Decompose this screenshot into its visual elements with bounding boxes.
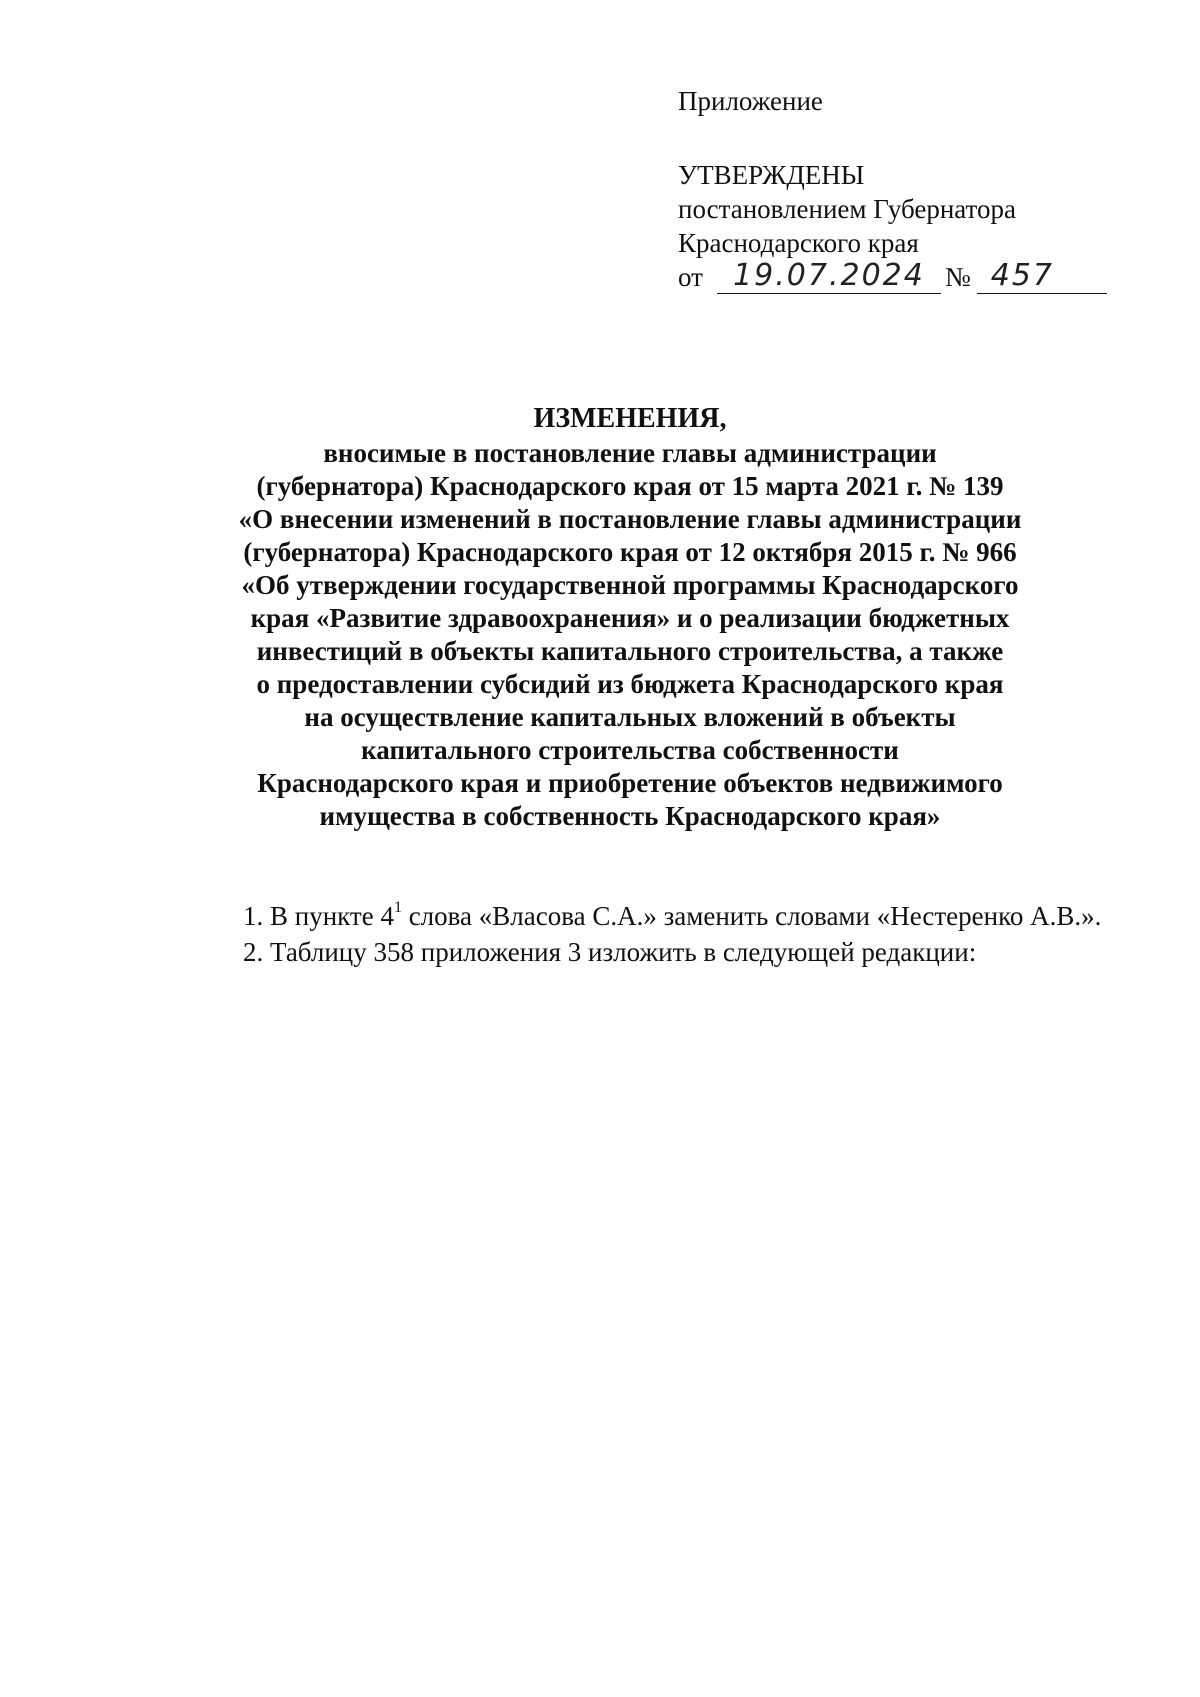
title-line: Краснодарского края и приобретение объектов недвижимого [257,768,1003,798]
amendment-item-2: 2. Таблицу 358 приложения 3 изложить в следующей редакции: [243,937,977,967]
title-line: края «Развитие здравоохранения» и о реализации бюджетных [250,603,1010,633]
handwritten-number: 457 [977,261,1107,294]
title-line: (губернатора) Краснодарского края от 15 марта 2021 г. № 139 [256,471,1004,501]
amendment-items [243,898,1163,970]
title-line: (губернатора) Краснодарского края от 12 октября 2015 г. № 966 [243,537,1017,567]
spacer [678,118,1138,158]
title-line: «Об утверждении государственной программы Краснодарского [241,570,1019,600]
title-line: инвестиций в объекты капитального строительства, а также [256,636,1004,666]
amendment-item-1 [243,898,1163,934]
title-line: о предоставлении субсидий из бюджета Краснодарского края [256,669,1004,699]
item1-suffix: слова «Власова С.А.» заменить словами «Нестеренко А.В.». [401,901,1102,931]
title-heading: ИЗМЕНЕНИЯ, [533,403,727,434]
title-line: капитального строительства собственности [361,735,899,765]
approval-block [678,84,1138,294]
date-prefix: от [678,262,703,292]
title-line: на осуществление капитальных вложений в объекты [304,702,956,732]
number-label: № [944,262,971,292]
appendix-label: Приложение [678,86,823,116]
item1-prefix: 1. В пункте 4 [243,901,394,931]
approved-by-line: постановлением Губернатора [678,194,1016,224]
date-number-line [678,260,1138,294]
item1-superscript: 1 [393,899,402,916]
document-title [190,402,1070,833]
title-line: вносимые в постановление главы администрации [323,438,937,468]
approved-label: УТВЕРЖДЕНЫ [678,160,865,190]
approved-region-line: Краснодарского края [678,228,919,258]
title-line: «О внесении изменений в постановление главы администрации [238,504,1022,534]
handwritten-date: 19.07.2024 [717,261,941,294]
title-line: имущества в собственность Краснодарского края» [319,801,941,831]
